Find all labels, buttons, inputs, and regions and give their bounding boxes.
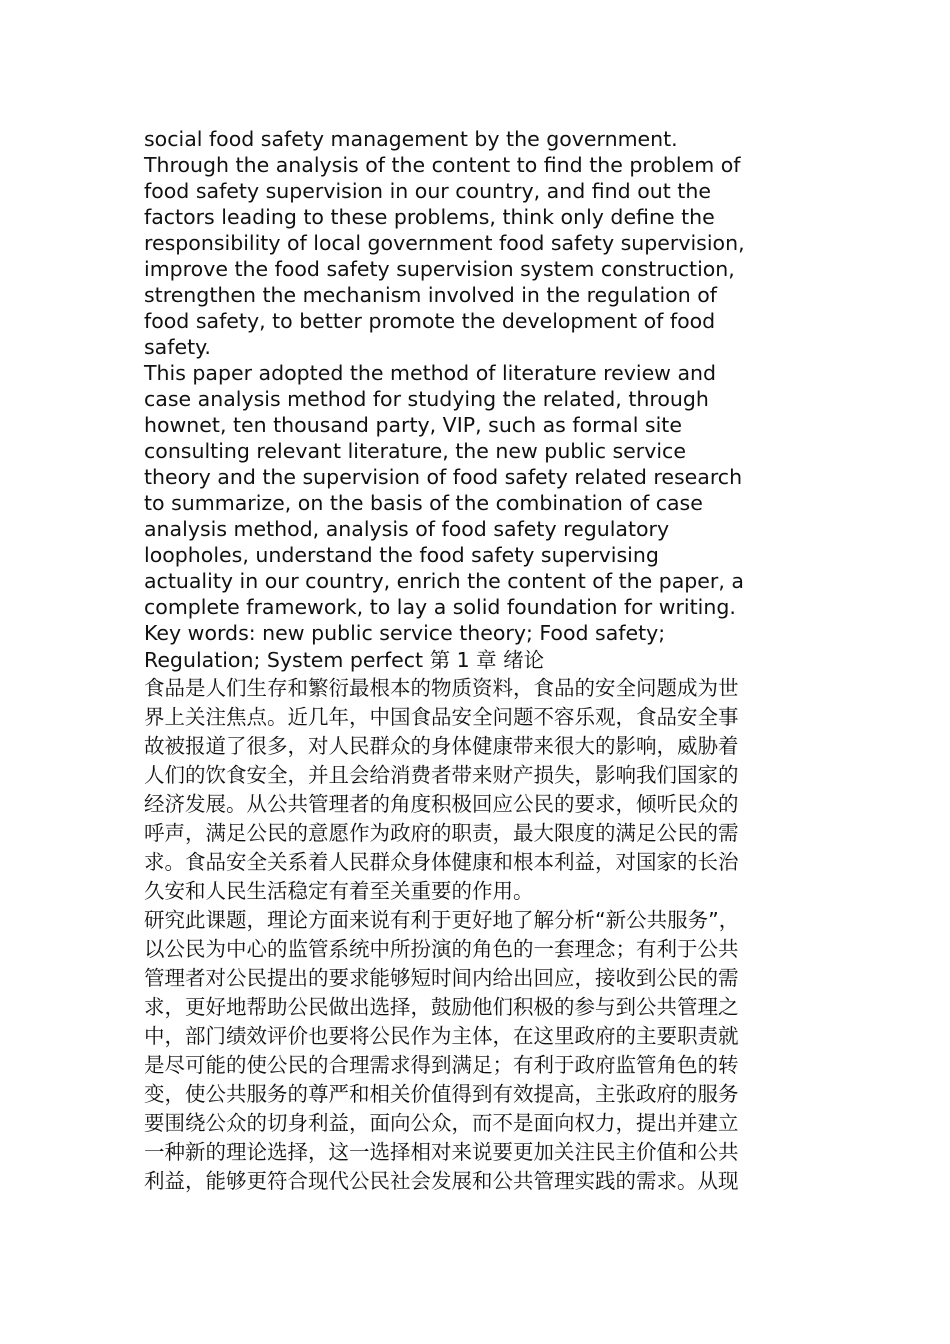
text-line: 食品是人们生存和繁衍最根本的物质资料，食品的安全问题成为世 [144,676,739,700]
abstract-paragraph-2 [144,360,810,620]
text-line: 利益，能够更符合现代公民社会发展和公共管理实践的需求。从现 [144,1169,739,1193]
text-line: 求，更好地帮助公民做出选择，鼓励他们积极的参与到公共管理之 [144,995,739,1019]
text-line: 人们的饮食安全，并且会给消费者带来财产损失，影响我们国家的 [144,763,739,787]
text-line: 管理者对公民提出的要求能够短时间内给出回应，接收到公民的需 [144,966,739,990]
text-line: 变，使公共服务的尊严和相关价值得到有效提高，主张政府的服务 [144,1082,739,1106]
text-line: 久安和人民生活稳定有着至关重要的作用。 [144,879,534,903]
text-line: Through the analysis of the content to find the problem of [144,153,741,177]
text-line: actuality in our country, enrich the content of the paper, a [144,569,744,593]
text-line: loopholes, understand the food safety supervising [144,543,659,567]
text-line: factors leading to these problems, think only define the [144,205,715,229]
text-line: theory and the supervision of food safety related research [144,465,743,489]
text-line: food safety supervision in our country, and find out the [144,179,711,203]
text-line: 要围绕公众的切身利益，面向公众，而不是面向权力，提出并建立 [144,1111,739,1135]
text-line: hownet, ten thousand party, VIP, such as formal site [144,413,682,437]
text-line: analysis method, analysis of food safety regulatory [144,517,670,541]
chapter-heading: 第 1 章 绪论 [429,648,545,672]
intro-paragraph-1 [144,674,810,906]
text-line: This paper adopted the method of literature review and [144,361,717,385]
text-line: strengthen the mechanism involved in the regulation of [144,283,717,307]
text-line: 一种新的理论选择，这一选择相对来说要更加关注民主价值和公共 [144,1140,739,1164]
text-line: consulting relevant literature, the new public service [144,439,686,463]
text-line: 以公民为中心的监管系统中所扮演的角色的一套理念；有利于公共 [144,937,739,961]
text-line: 经济发展。从公共管理者的角度积极回应公民的要求，倾听民众的 [144,792,739,816]
text-line: 是尽可能的使公民的合理需求得到满足；有利于政府监管角色的转 [144,1053,739,1077]
text-line: 求。食品安全关系着人民群众身体健康和根本利益，对国家的长治 [144,850,739,874]
keywords-line: Key words: new public service theory; Food safety; [144,621,666,645]
text-line: 中，部门绩效评价也要将公民作为主体，在这里政府的主要职责就 [144,1024,739,1048]
text-line: food safety, to better promote the development of food [144,309,716,333]
text-line: to summarize, on the basis of the combination of case [144,491,703,515]
text-line: 研究此课题，理论方面来说有利于更好地了解分析“新公共服务”， [144,908,740,932]
text-line: complete framework, to lay a solid foundation for writing. [144,595,736,619]
keywords-and-heading-line [144,646,810,674]
text-line: 呼声，满足公民的意愿作为政府的职责，最大限度的满足公民的需 [144,821,739,845]
text-line: safety. [144,335,211,359]
text-line: 界上关注焦点。近几年，中国食品安全问题不容乐观，食品安全事 [144,705,739,729]
abstract-paragraph-1 [144,126,810,360]
text-line: improve the food safety supervision system construction, [144,257,735,281]
text-line: social food safety management by the government. [144,127,678,151]
keywords-line: Regulation; System perfect [144,648,424,672]
text-line: responsibility of local government food safety supervision, [144,231,745,255]
intro-paragraph-2 [144,906,810,1196]
keywords [144,620,810,646]
text-line: 故被报道了很多，对人民群众的身体健康带来很大的影响，威胁着 [144,734,739,758]
document-page [144,126,810,1196]
text-line: case analysis method for studying the related, through [144,387,709,411]
